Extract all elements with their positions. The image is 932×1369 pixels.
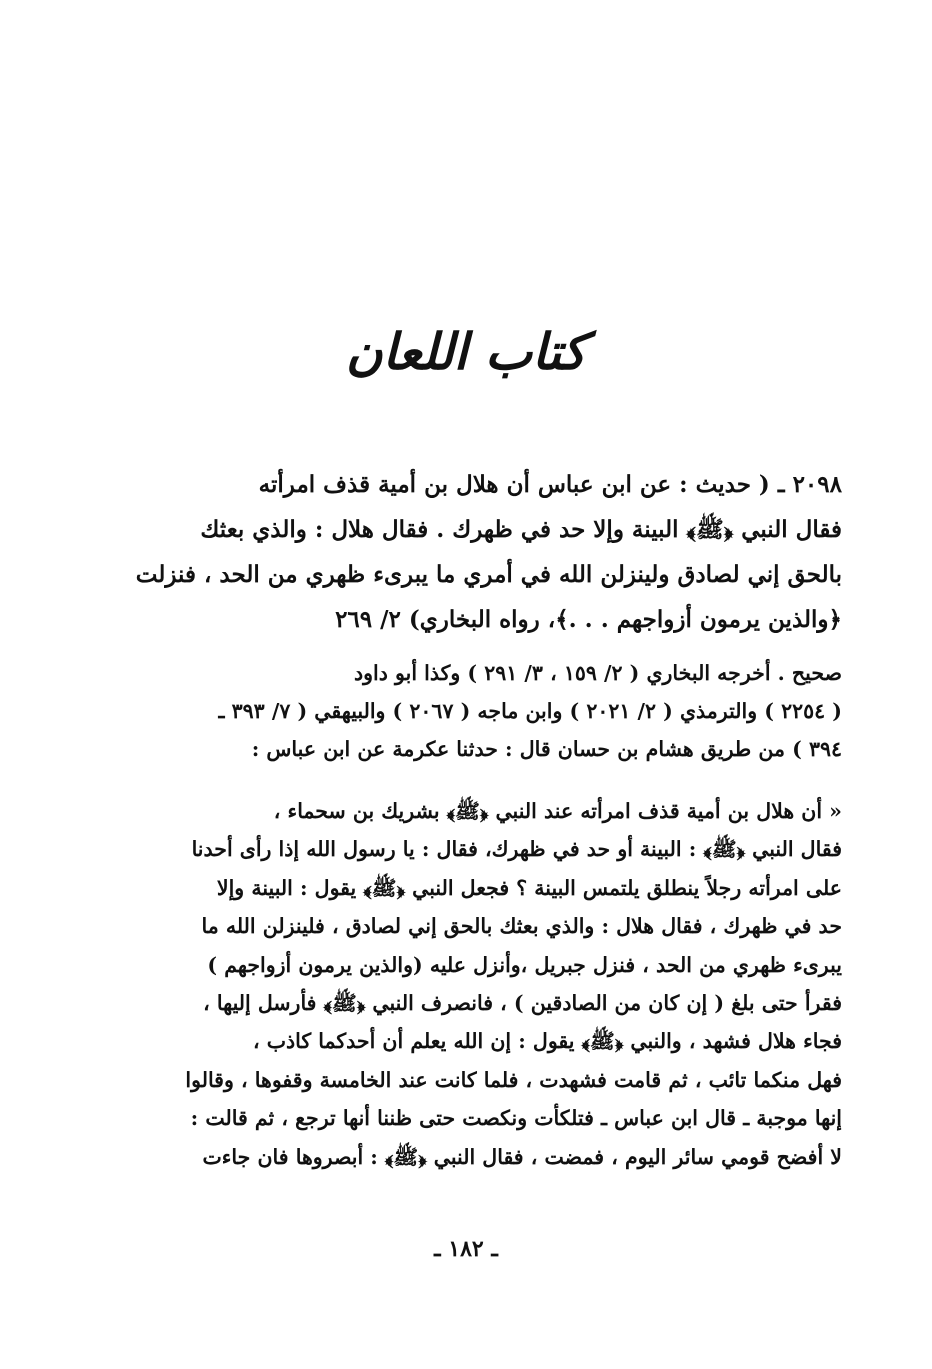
narration-line: فقرأ حتى بلغ ( إن كان من الصادقين ) ، فانصرف النبي ﴿ﷺ﴾ فأرسل إليها ، (203, 990, 842, 1015)
takhrij-line: صحيح . أخرجه البخاري ( ٢/ ١٥٩ ، ٣/ ٢٩١ ) وكذا أبو داود (354, 661, 842, 685)
takhrij-line: ٣٩٤ ) من طريق هشام بن حسان قال : حدثنا عكرمة عن ابن عباس : (251, 737, 842, 761)
narration-line: « أن هلال بن أمية قذف امرأته عند النبي ﴿ﷺ﴾ بشريك بن سحماء ، (273, 799, 842, 823)
narration-line: فقال النبي ﴿ﷺ﴾ : البينة أو حد في ظهرك، فقال : يا رسول الله إذا رأى أحدنا (191, 837, 842, 862)
narration-line: حد في ظهرك ، فقال هلال : والذي بعثك بالحق إني لصادق ، فلينزلن الله ما (201, 914, 842, 939)
narration-line: فهل منكما تائب ، ثم قامت فشهدت ، فلما كانت عند الخامسة وقفوها ، وقالوا (185, 1067, 842, 1092)
narration-line: يبرىء ظهري من الحد ، فنزل جبريل ،وأنزل عليه (والذين يرمون أزواجهم ) (207, 952, 842, 977)
narration-line: على امرأته رجلاً ينطلق يلتمس البينة ؟ فجعل النبي ﴿ﷺ﴾ يقول : البينة وإلا (216, 875, 842, 900)
chapter-title: كتاب اللعان (345, 322, 587, 381)
takhrij-paragraph (86, 654, 842, 768)
narration-line: إنها موجبة ـ قال ابن عباس ـ فتلكأت ونكصت حتى ظننا أنها ترجع ، ثم قالت : (190, 1106, 842, 1131)
narration-line: فجاء هلال فشهد ، والنبي ﴿ﷺ﴾ يقول : إن الله يعلم أن أحدكما كاذب ، (252, 1029, 842, 1054)
hadith-paragraph (86, 462, 842, 642)
page-number: ـ ١٨٢ ـ (434, 1236, 498, 1262)
hadith-line: ٢٠٩٨ ـ ( حديث : عن ابن عباس أن هلال بن أمية قذف امرأته (258, 471, 842, 498)
hadith-line: بالحق إني لصادق ولينزلن الله في أمري ما يبرىء ظهري من الحد ، فنزلت (135, 561, 842, 588)
hadith-line: فقال النبي ﴿ﷺ﴾ البينة وإلا حد في ظهرك . فقال هلال : والذي بعثك (200, 516, 842, 543)
narration-line: لا أفضح قومي سائر اليوم ، فمضت ، فقال النبي ﴿ﷺ﴾ : أبصروها فان جاءت (202, 1144, 842, 1169)
hadith-line: ﴿والذين يرمون أزواجهم . . .﴾، رواه البخاري) ٢/ ٢٦٩ (335, 606, 842, 633)
takhrij-line: ( ٢٢٥٤ ) والترمذي ( ٢/ ٢٠٢١ ) وابن ماجه ( ٢٠٦٧ ) والبيهقي ( ٧/ ٣٩٣ ـ (218, 699, 842, 723)
narration-paragraph (86, 792, 842, 1176)
